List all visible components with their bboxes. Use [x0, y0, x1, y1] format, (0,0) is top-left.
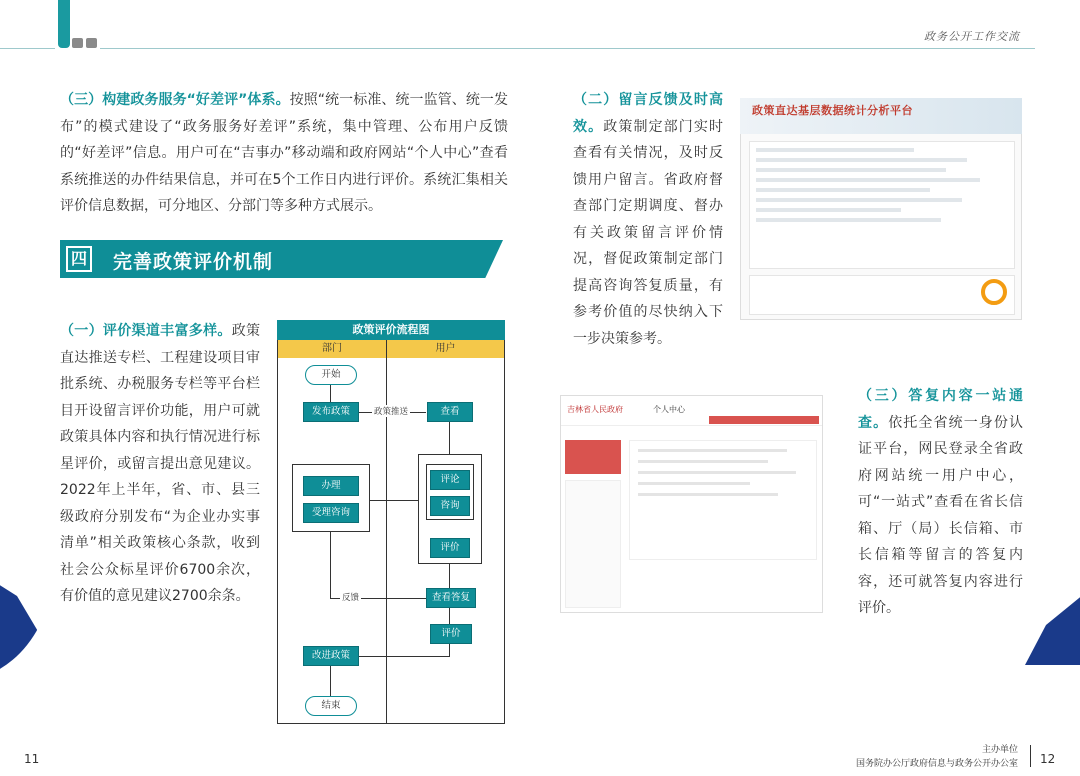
avatar-panel [565, 440, 621, 474]
flow-node-publish: 发布政策 [303, 402, 359, 422]
footer-org-label: 主办单位 [981, 745, 1018, 755]
decorative-wave [0, 560, 55, 680]
paragraph-heading: （二）留言反馈及时高效。 [573, 92, 723, 135]
paragraph-good-bad-review [60, 87, 508, 220]
screenshot-nav [709, 416, 819, 424]
paragraph-heading: （三）答复内容一站通查。 [858, 388, 1023, 431]
header-rule [0, 48, 55, 49]
flow-arrow [330, 532, 331, 598]
flow-arrow [449, 608, 450, 624]
gauge-icon [981, 279, 1007, 305]
flow-arrow [359, 656, 450, 657]
flow-node-comment: 评论 [430, 470, 470, 490]
screenshot-list [629, 440, 817, 560]
flow-arrow [330, 666, 331, 696]
flowchart-title: 政策评价流程图 [277, 320, 505, 340]
flow-node-rate: 评价 [430, 624, 472, 644]
flowchart-lane-divider [386, 340, 387, 723]
flow-node-consult: 受理咨询 [303, 503, 359, 523]
flow-arrow [449, 644, 450, 656]
screenshot-title: 政策直达基层数据统计分析平台 [752, 104, 913, 117]
flowchart-col-department: 部门 [322, 343, 342, 354]
flow-node-end: 结束 [305, 696, 357, 716]
paragraph-text: 依托全省统一身份认证平台，网民登录全省政府网站统一用户中心，可“一站式”查看在省长信箱、厅（局）长信箱、市长信箱等留言的答复内容，还可就答复内容进行评价。 [858, 414, 1024, 616]
screenshot-stats-row [749, 275, 1015, 315]
flow-arrow [330, 385, 331, 402]
screenshot-sidebar [565, 480, 621, 608]
header-rule [100, 48, 1035, 49]
flow-node-handle: 办理 [303, 476, 359, 496]
flow-label-push: 政策推送 [374, 407, 409, 417]
flow-arrow [449, 564, 450, 588]
paragraph-one-stop [858, 383, 1023, 622]
screenshot-topbar [561, 396, 823, 426]
paragraph-heading: （一）评价渠道丰富多样。 [60, 323, 232, 339]
paragraph-text: 政策制定部门实时查看有关情况，及时反馈用户留言。省政府督查部门定期调度、督办有关政策留言评价情况，督促政策制定部门提高咨询答复质量，有参考价值的尽快纳入下一步决策参考。 [573, 118, 724, 347]
flow-label-feedback: 反馈 [342, 593, 360, 603]
paragraph-channels [60, 318, 260, 610]
decorative-wave [1025, 585, 1080, 665]
site-name: 吉林省人民政府 [567, 405, 623, 414]
paragraph-text: 按照“统一标准、统一监管、统一发布”的模式建设了“政务服务好差评”系统，集中管理、公布用户反馈的“好差评”信息。用户可在“吉事办”移动端和政府网站“个人中心”查看系统推送的办件结果信息，并可在5个工作日内进行评价。系统汇集相关评价信息数据，可分地区、分部门等多种方式展示。 [60, 92, 508, 214]
header-accent-bar [58, 0, 70, 48]
flow-node-start: 开始 [305, 365, 357, 385]
running-header: 政务公开工作交流 [924, 30, 1020, 43]
flow-node-improve: 改进政策 [303, 646, 359, 666]
paragraph-feedback [573, 87, 723, 352]
footer-separator [1030, 745, 1031, 767]
paragraph-text: 政策直达推送专栏、工程建设项目审批系统、办税服务专栏等平台栏目开设留言评价功能，用户可就政策具体内容和执行情况进行标星评价，或留言提出意见建议。2022年上半年，省、市、县三级政府分别发布“为企业办实事清单”相关政策核心条款，收到社会公众标星评价6700余次，有价值的意见建议2700余条。 [60, 323, 261, 604]
screenshot-user-center [560, 395, 823, 613]
flow-arrow [370, 500, 418, 501]
page-number-left: 11 [24, 752, 40, 766]
flow-arrow [449, 422, 450, 454]
section-title: 完善政策评价机制 [113, 251, 274, 273]
user-center-label: 个人中心 [653, 405, 685, 414]
header-accent-block [86, 38, 97, 48]
flow-node-reply-view: 查看答复 [426, 588, 476, 608]
flowchart-col-user: 用户 [435, 343, 456, 354]
flow-node-view: 查看 [427, 402, 473, 422]
section-number: 四 [66, 246, 92, 272]
flow-node-ask: 咨询 [430, 496, 470, 516]
page-number-right: 12 [1040, 752, 1056, 766]
paragraph-heading: （三）构建政务服务“好差评”体系。 [60, 92, 290, 108]
header-accent-block [72, 38, 83, 48]
footer-org-name: 国务院办公厅政府信息与政务公开办公室 [855, 759, 1018, 769]
flow-node-review: 评价 [430, 538, 470, 558]
screenshot-panel [749, 141, 1015, 269]
